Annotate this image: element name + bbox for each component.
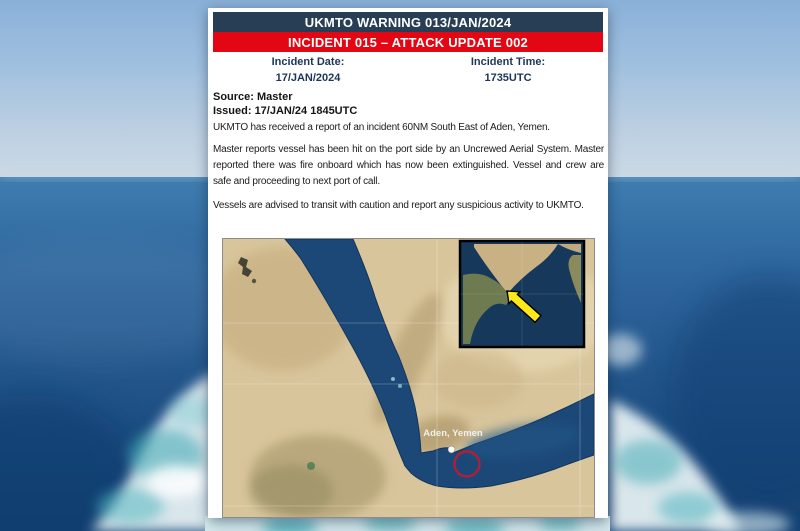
incident-time-cell — [408, 54, 608, 86]
source-issued-block — [213, 90, 604, 118]
incident-date-value: 17/JAN/2024 — [275, 72, 341, 84]
incident-meta-row — [208, 54, 608, 86]
warning-title: UKMTO WARNING 013/JAN/2024 — [304, 14, 512, 30]
incident-date-label: Incident Date: — [271, 56, 345, 68]
body-paragraph-2: Master reports vessel has been hit on the port side by an Uncrewed Aerial System. Master reported there was fire onboard which has now been extinguished. Vessel and crew are safe and proceeding to next port of call. — [213, 144, 604, 187]
aden-label: Aden, Yemen — [423, 428, 483, 439]
incident-alert-bar — [213, 32, 603, 52]
source-line: Source: Master — [213, 91, 293, 103]
incident-alert-text: INCIDENT 015 – ATTACK UPDATE 002 — [288, 34, 528, 50]
warning-title-bar — [213, 12, 603, 32]
issued-line: Issued: 17/JAN/24 1845UTC — [213, 105, 358, 117]
warning-document — [208, 8, 608, 518]
incident-map — [222, 238, 595, 518]
incident-time-label: Incident Time: — [470, 56, 546, 68]
aden-marker — [448, 446, 455, 453]
map-green-patch — [307, 462, 315, 470]
body-paragraph-3: Vessels are advised to transit with caution and report any suspicious activity to UKMTO. — [213, 200, 584, 211]
overview-inset-map — [460, 241, 584, 347]
incident-time-value: 1735UTC — [484, 72, 532, 84]
body-paragraph-1: UKMTO has received a report of an incident 60NM South East of Aden, Yemen. — [213, 122, 550, 133]
incident-date-cell — [208, 54, 408, 86]
